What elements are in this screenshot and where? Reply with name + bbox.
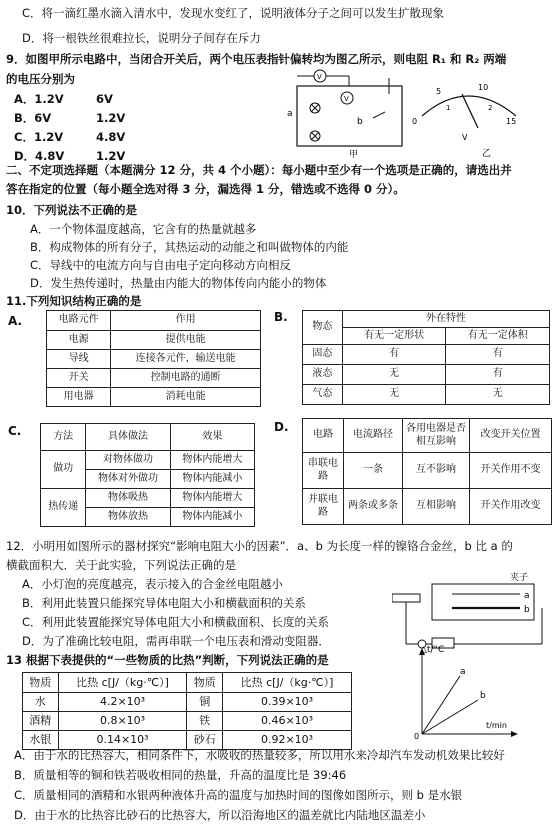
table-a-tag: A. [8,314,23,328]
q12-option-a: A．小灯泡的亮度越亮，表示接入的合金丝电阻越小 [22,577,283,591]
svg-text:△t/°C: △t/°C [420,645,445,655]
q12-option-b: B．利用此装置只能探究导体电阻大小和横截面积的关系 [22,596,306,610]
svg-text:b: b [524,605,530,615]
q13-option-d: D．由于水的比热容比砂石的比热容大，所以沿海地区的温差就比内陆地区温差小 [14,808,426,822]
q13-option-a: A．由于水的比热容大，相同条件下，水吸收的热量较多，所以用水来冷却汽车发动机效果比较好 [14,748,505,762]
q8-option-d: D．将一根铁丝很难拉长，说明分子间存在斥力 [22,31,261,45]
table-d-tag: D. [274,420,289,434]
table-c: 方法 具体做法 效果 做功 对物体做功 物体内能增大 物体对外做功 物体内能减小 热传递 物体吸热 物体内能增大 物体放热 物体内能减小 [40,423,255,527]
q9-voltmeter-dial [412,76,524,158]
svg-text:夹子: 夹子 [510,573,529,583]
table-d: 电路 电流路径 各用电器是否相互影响 改变开关位置 串联电路 一条 互不影响 开关作用不变 并联电路 两条或多条 互相影响 开关作用改变 [302,418,552,525]
table-a: 电路元件 作用 电源 提供电能 导线 连接各元件，输送电能 开关 控制电路的通断 用电器 消耗电能 [46,310,261,407]
svg-text:V: V [462,133,468,142]
svg-text:0: 0 [414,732,420,740]
svg-text:2: 2 [488,104,493,112]
q12-option-c: C．利用此装置能探究导体电阻大小和横截面积、长度的关系 [22,615,330,629]
section-2-title: 二、不定项选择题（本题满分 12 分，共 4 个小题）：每小题中至少有一个选项是正确的，请选出并 [6,163,512,177]
q13-temperature-graph [404,640,524,740]
svg-text:甲: 甲 [349,150,359,158]
q10-option-c: C．导线中的电流方向与自由电子定向移动方向相反 [30,258,292,272]
table-c-tag: C. [8,424,22,438]
svg-text:V: V [317,73,322,81]
svg-text:V: V [344,95,349,103]
q9-stem-2: 的电压分别为 [6,72,75,86]
q13-stem: 13 根据下表提供的“一些物质的比热”判断，下列说法正确的是 [6,653,329,667]
svg-text:a: a [524,591,530,601]
q9-circuit-figure [285,66,418,158]
q9-option-a: A．1.2V 6V [14,92,113,106]
svg-text:5: 5 [436,87,442,96]
q10-option-b: B．构成物体的所有分子，其热运动的动能之和叫做物体的内能 [30,240,349,254]
svg-text:0: 0 [412,117,418,126]
q9-stem: 9．如图甲所示电路中，当闭合开关后，两个电压表指针偏转均为图乙所示，则电阻 R₁ 和 R₂ 两端 [6,52,507,66]
q11-stem: 11.下列知识结构正确的是 [6,294,142,308]
q12-stem: 12．小明用如图所示的器材探究“影响电阻大小的因素”．a、b 为长度一样的镍铬合金丝，b 比 a 的 [6,539,513,553]
q13-option-c: C．质量相同的酒精和水银两种液体升高的温度与加热时间的图像如图所示，则 b 是水银 [14,788,463,802]
svg-text:a: a [460,667,466,677]
svg-text:a: a [287,109,293,119]
section-2-title-2: 答在指定的位置（每小题全选对得 3 分，漏选得 1 分，错选或不选得 0 分）。 [6,182,405,196]
q8-option-c: C．将一滴红墨水滴入清水中，发现水变红了，说明液体分子之间可以发生扩散现象 [22,6,445,20]
q12-stem-2: 横截面积大．关于此实验，下列说法正确的是 [6,558,236,572]
svg-text:b: b [357,117,363,127]
table-b: 物态 外在特性 有无一定形状 有无一定体积 固态 有 有 液态 无 有 气态 无 无 [302,310,550,405]
q10-option-d: D．发生热传递时，热量由内能大的物体传向内能小的物体 [30,276,327,290]
svg-text:t/min: t/min [486,721,507,730]
svg-text:乙: 乙 [482,149,492,158]
q10-stem: 10．下列说法不正确的是 [6,203,138,217]
q13-option-b: B．质量相等的铜和铁若吸收相同的热量，升高的温度比是 39:46 [14,768,347,782]
q12-option-d: D．为了准确比较电阻，需再串联一个电压表和滑动变阻器． [22,634,330,648]
q9-option-b: B．6V 1.2V [14,111,126,125]
svg-text:15: 15 [506,117,517,126]
table-b-tag: B. [274,310,288,324]
q9-option-d: D．4.8V 1.2V [14,149,126,163]
q13-specific-heat-table: 物质 比热 c[J/（kg·℃）] 物质 比热 c[J/（kg·℃）] 水 4.2×10³ 铜 0.39×10³ 酒精 0.8×10³ 铁 0.46×10³ 水银 0.14×10³ 砂石 0.92×10³ [22,672,352,750]
svg-text:1: 1 [446,104,451,112]
svg-text:10: 10 [478,83,489,92]
svg-text:b: b [480,691,486,701]
q10-option-a: A．一个物体温度越高，它含有的热量就越多 [30,222,257,236]
q9-option-c: C．1.2V 4.8V [14,130,126,144]
